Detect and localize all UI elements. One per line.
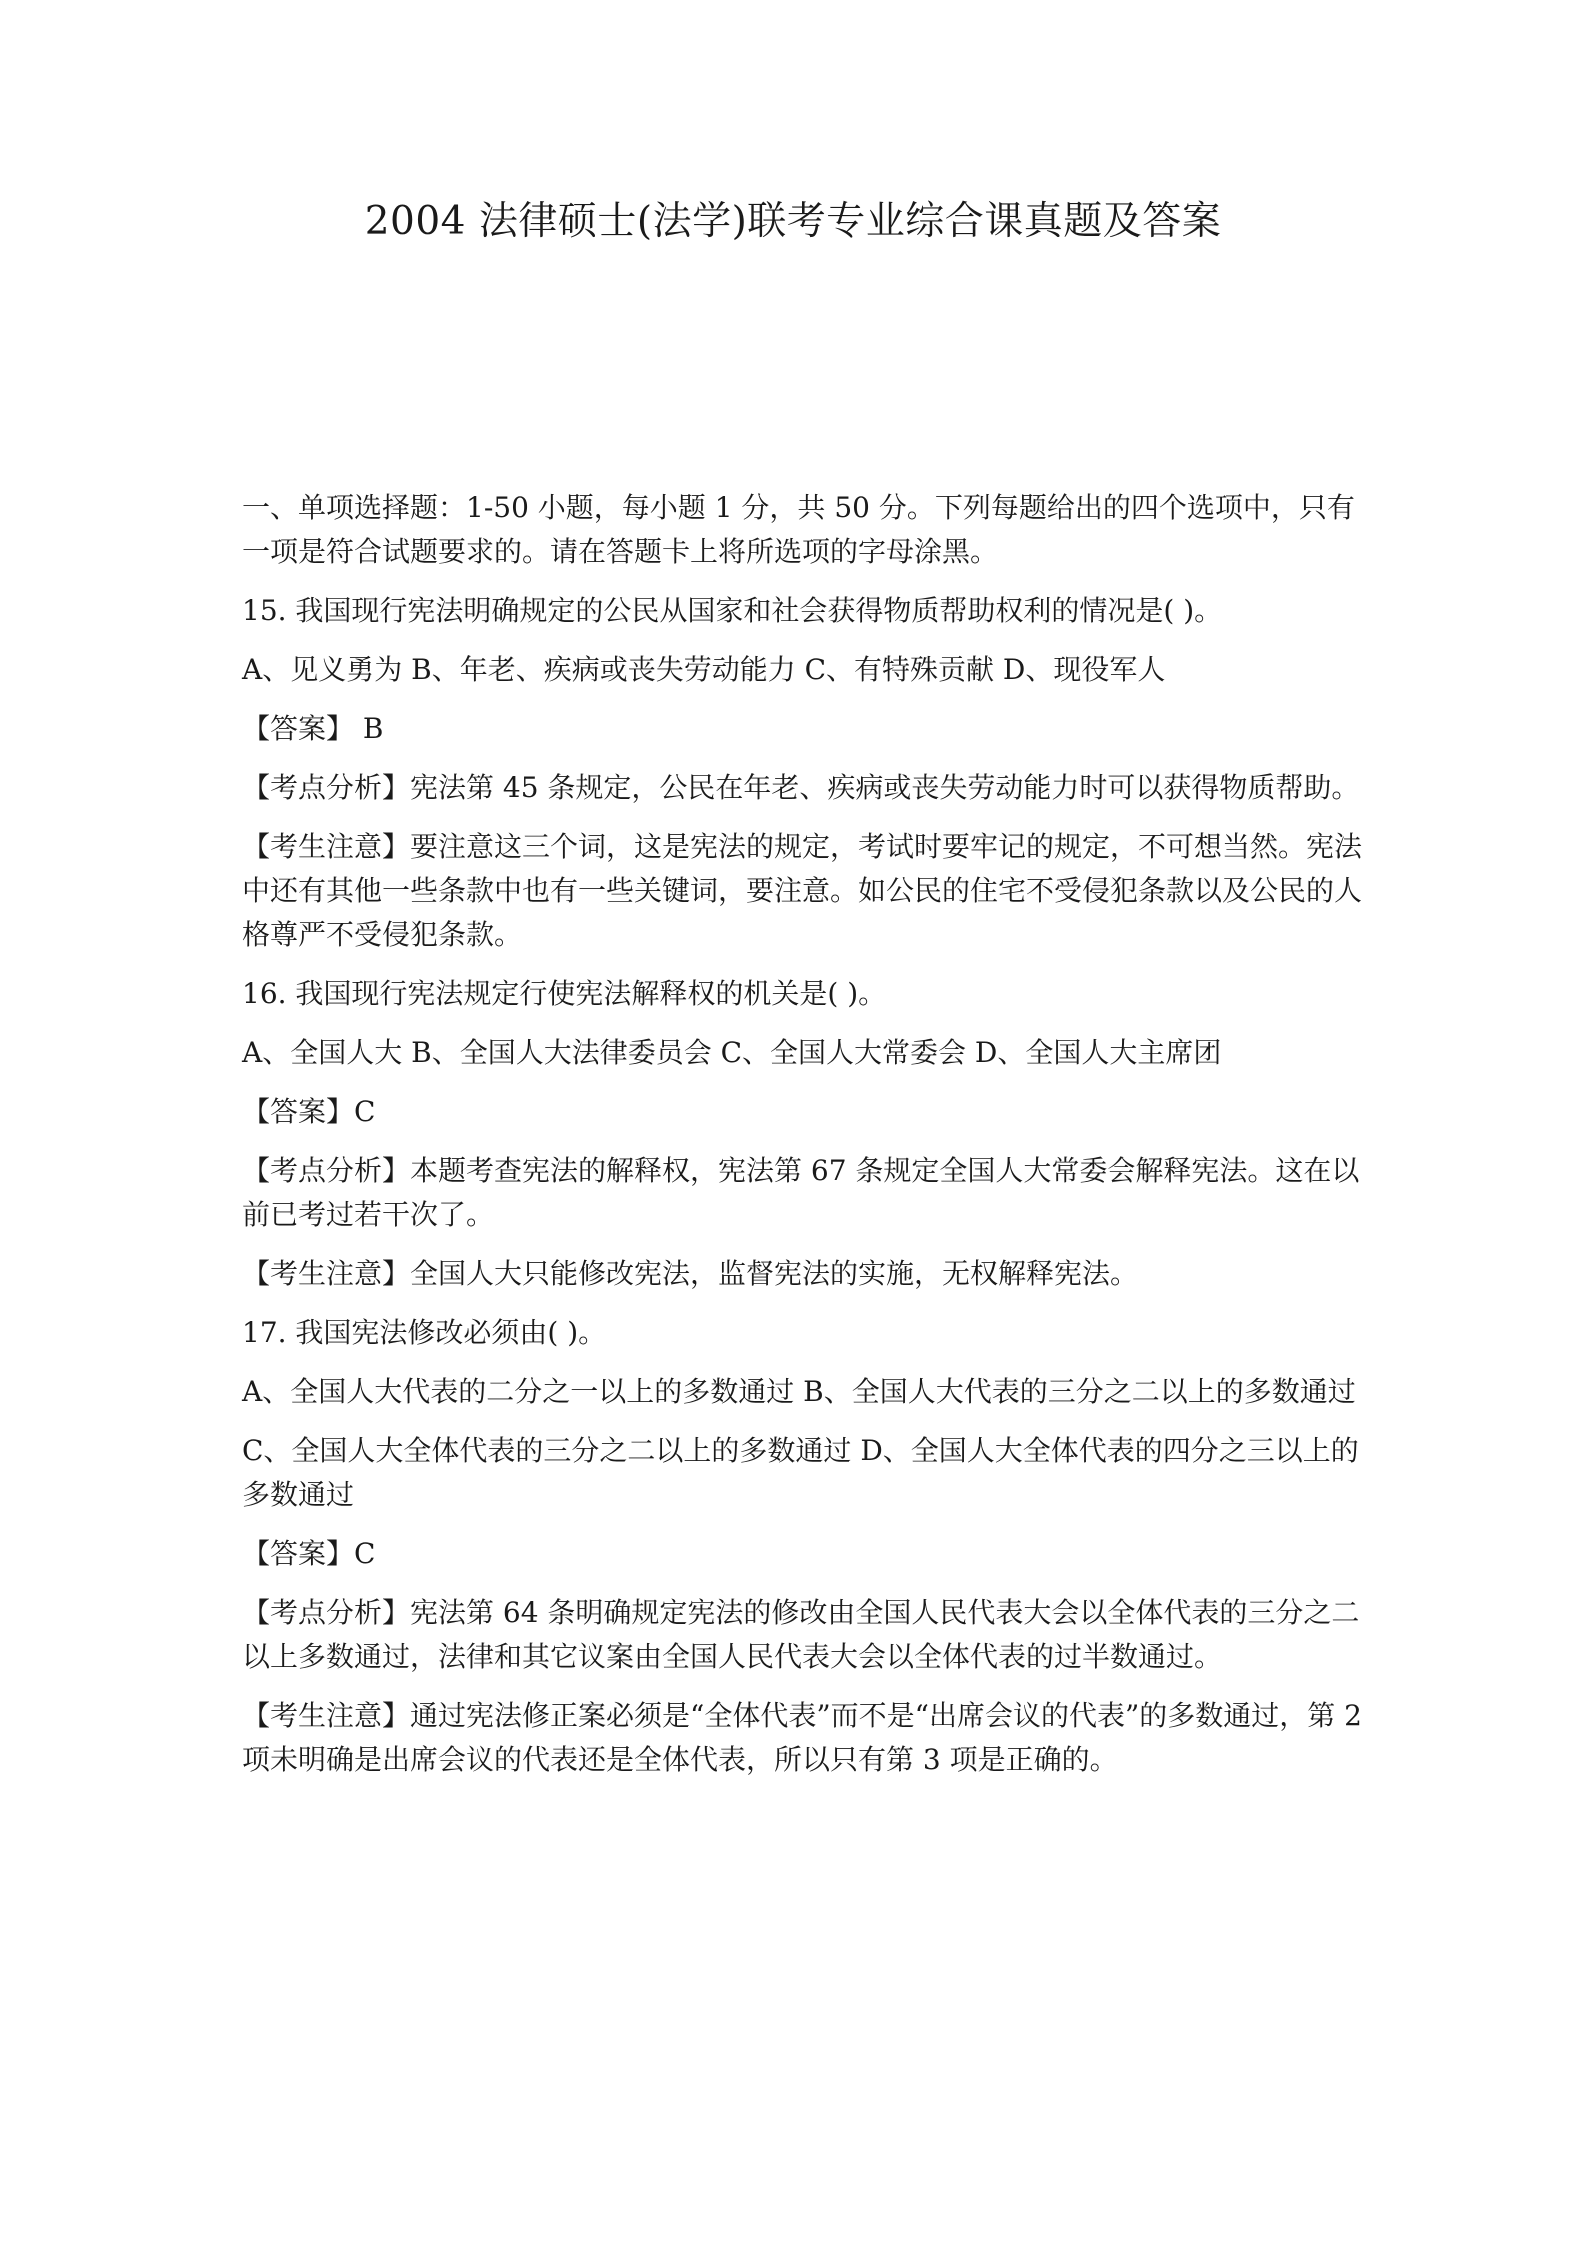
question-16-answer: 【答案】C bbox=[242, 1095, 376, 1128]
document-body bbox=[242, 486, 1362, 1797]
question-15-analysis: 【考点分析】宪法第 45 条规定，公民在年老、疾病或丧失劳动能力时可以获得物质帮助。 bbox=[242, 771, 1360, 804]
question-17-answer: 【答案】C bbox=[242, 1537, 376, 1570]
document-title: 2004 法律硕士(法学)联考专业综合课真题及答案 bbox=[364, 199, 1222, 244]
question-16-note: 【考生注意】全国人大只能修改宪法，监督宪法的实施，无权解释宪法。 bbox=[242, 1257, 1139, 1290]
question-16: 16. 我国现行宪法规定行使宪法解释权的机关是( )。 bbox=[242, 977, 887, 1010]
question-17: 17. 我国宪法修改必须由( )。 bbox=[242, 1316, 607, 1349]
question-16-analysis: 【考点分析】本题考查宪法的解释权，宪法第 67 条规定全国人大常委会解释宪法。这在以前已考过若干次了。 bbox=[242, 1154, 1360, 1231]
question-17-options-cd: C、全国人大全体代表的三分之二以上的多数通过 D、全国人大全体代表的四分之三以上的多数通过 bbox=[242, 1434, 1359, 1511]
question-16-options: A、全国人大 B、全国人大法律委员会 C、全国人大常委会 D、全国人大主席团 bbox=[242, 1036, 1222, 1069]
section-instructions: 一、单项选择题：1-50 小题，每小题 1 分，共 50 分。下列每题给出的四个选项中，只有一项是符合试题要求的。请在答题卡上将所选项的字母涂黑。 bbox=[242, 491, 1355, 568]
question-15-answer: 【答案】 B bbox=[242, 712, 384, 745]
question-17-note: 【考生注意】通过宪法修正案必须是“全体代表”而不是“出席会议的代表”的多数通过，第 2 项未明确是出席会议的代表还是全体代表，所以只有第 3 项是正确的。 bbox=[242, 1699, 1362, 1776]
question-15-note: 【考生注意】要注意这三个词，这是宪法的规定，考试时要牢记的规定，不可想当然。宪法中还有其他一些条款中也有一些关键词，要注意。如公民的住宅不受侵犯条款以及公民的人格尊严不受侵犯条款。 bbox=[242, 830, 1363, 951]
question-15-options: A、见义勇为 B、年老、疾病或丧失劳动能力 C、有特殊贡献 D、现役军人 bbox=[242, 653, 1166, 686]
question-17-analysis: 【考点分析】宪法第 64 条明确规定宪法的修改由全国人民代表大会以全体代表的三分之二以上多数通过，法律和其它议案由全国人民代表大会以全体代表的过半数通过。 bbox=[242, 1596, 1360, 1673]
question-17-options-ab: A、全国人大代表的二分之一以上的多数通过 B、全国人大代表的三分之二以上的多数通过 bbox=[242, 1375, 1356, 1408]
question-15: 15. 我国现行宪法明确规定的公民从国家和社会获得物质帮助权利的情况是( )。 bbox=[242, 594, 1223, 627]
